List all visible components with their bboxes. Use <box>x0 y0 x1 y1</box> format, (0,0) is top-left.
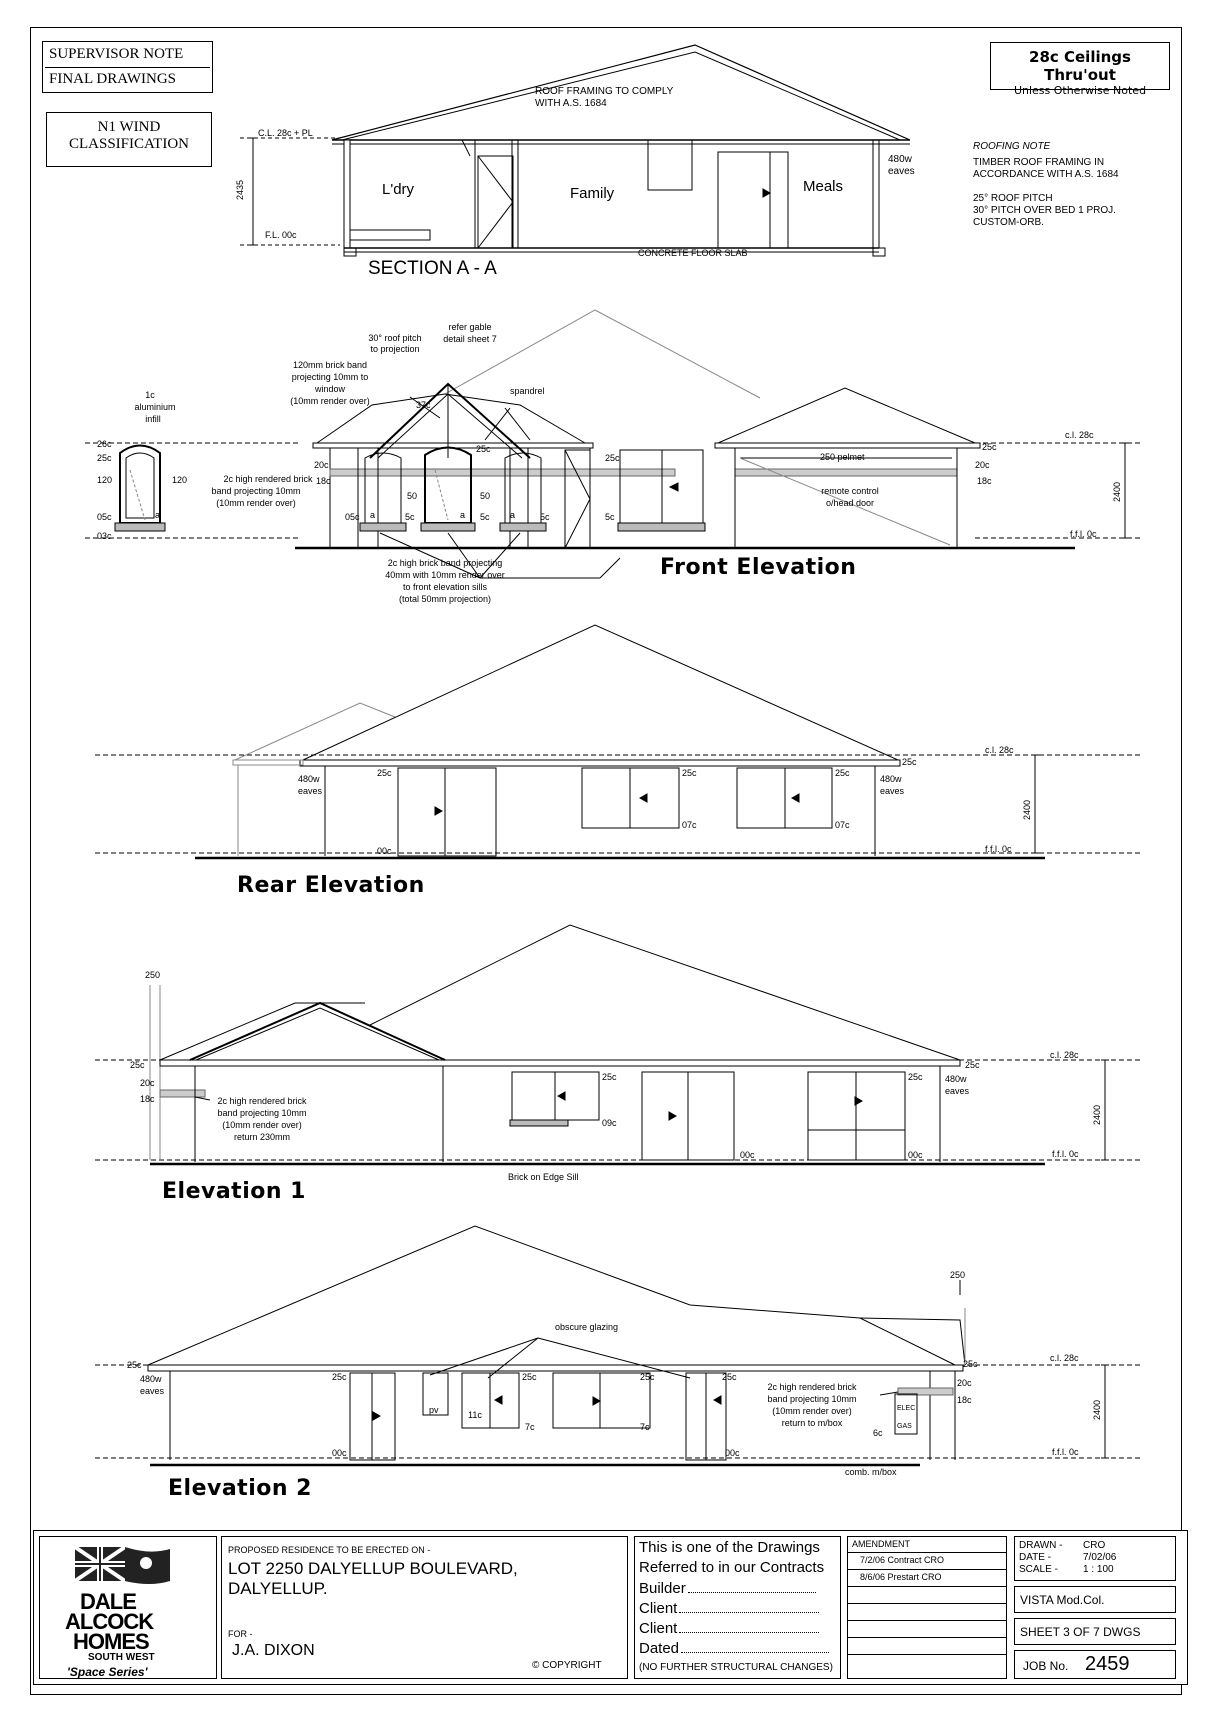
front-misc-18c: 18c <box>316 476 331 486</box>
section-title: SECTION A - A <box>368 258 497 279</box>
wind-line1: N1 WIND <box>97 119 161 135</box>
roofing-note-line-4: 25° ROOF PITCH <box>973 193 1053 204</box>
elevation-2 <box>95 1226 1140 1465</box>
front-misc-25c: 25c <box>476 444 491 454</box>
model-value: VISTA Mod.Col. <box>1020 1593 1105 1607</box>
pitch-note-1: 30° roof pitch <box>368 333 422 343</box>
elev2-label-17: 6c <box>873 1428 883 1438</box>
elev1-band-1: 2c high rendered brick <box>217 1096 307 1106</box>
front-height: 2400 <box>1112 481 1122 502</box>
roofing-note-line-1: TIMBER ROOF FRAMING IN <box>973 157 1105 168</box>
elev2-band-2: band projecting 10mm <box>767 1394 857 1404</box>
elev1-label-2: 20c <box>140 1078 155 1088</box>
job-box <box>1014 1650 1176 1679</box>
roof-framing-note-2: WITH A.S. 1684 <box>535 98 607 109</box>
front-misc-a1: a <box>155 510 161 520</box>
concrete-slab-label: CONCRETE FLOOR SLAB <box>638 248 748 258</box>
front-misc-5c-c: 5c <box>540 512 550 522</box>
job-number: 2459 <box>1085 1653 1130 1675</box>
rear-label-8: 07c <box>835 820 850 830</box>
elev2-label-11: 7c <box>640 1422 650 1432</box>
proposed-label: PROPOSED RESIDENCE TO BE ERECTED ON - <box>228 1545 431 1555</box>
front-misc-a4: a <box>510 510 516 520</box>
room-label-laundry: L'dry <box>382 181 415 198</box>
garage-note-2: o/head door <box>825 498 875 508</box>
wind-line2: CLASSIFICATION <box>68 136 189 152</box>
front-elevation-title: Front Elevation <box>660 555 857 580</box>
amendment-panel <box>847 1536 1007 1679</box>
front-misc-20c: 20c <box>314 460 329 470</box>
band40-note-3: to front elevation sills <box>402 582 488 592</box>
front-level-26c: 26c <box>97 439 112 449</box>
spandrel-label: spandrel <box>510 386 545 396</box>
logo-line-2: ALCOCK <box>65 1609 154 1634</box>
elev2-label-5: 00c <box>332 1448 347 1458</box>
section-eaves-1: 480w <box>888 154 912 165</box>
rear-label-11: eaves <box>880 786 905 796</box>
elev2-label-10: 25c <box>640 1372 655 1382</box>
client-label-1: Client <box>639 1600 678 1617</box>
front-band-note-2: band projecting 10mm <box>211 486 301 496</box>
elev2-label-8: 25c <box>522 1372 537 1382</box>
dated-label: Dated <box>639 1640 680 1657</box>
elev2-meter-elec: ELEC <box>897 1405 916 1412</box>
band40-note-2: 40mm with 10mm render over <box>385 570 505 580</box>
job-label: JOB No. <box>1023 1659 1069 1673</box>
roofing-note-line-2: ACCORDANCE WITH A.S. 1684 <box>973 169 1119 180</box>
section-a-a <box>240 45 910 256</box>
scale-label: SCALE - <box>1019 1564 1058 1575</box>
sheet-value: SHEET 3 OF 7 DWGS <box>1020 1625 1141 1639</box>
roof-framing-note-1: ROOF FRAMING TO COMPLY <box>535 86 674 97</box>
front-misc-05c: 05c <box>345 512 360 522</box>
section-eaves-2: eaves <box>888 166 915 177</box>
gable-note-2: detail sheet 7 <box>443 334 497 344</box>
front-band-note-3: (10mm render over) <box>216 498 296 508</box>
elev2-band-1: 2c high rendered brick <box>767 1382 857 1392</box>
infill-note-3: infill <box>145 414 161 424</box>
front-band-note-1: 2c high rendered brick <box>223 474 313 484</box>
supervisor-note-line1: SUPERVISOR NOTE <box>49 46 184 62</box>
rear-label-5: 25c <box>682 768 697 778</box>
roofing-note-line-6: CUSTOM-ORB. <box>973 217 1044 228</box>
supervisor-note-line2: FINAL DRAWINGS <box>49 71 176 87</box>
contract-line-7: (NO FURTHER STRUCTURAL CHANGES) <box>639 1662 833 1673</box>
rear-elevation <box>95 625 1140 858</box>
logo-line-5: 'Space Series' <box>67 1665 148 1679</box>
front-misc-25c-b: 25c <box>605 453 620 463</box>
elev2-label-16: 18c <box>957 1395 972 1405</box>
elev2-mbox: comb. m/box <box>845 1467 897 1477</box>
builder-label: Builder <box>639 1580 686 1597</box>
scale-value: 1 : 100 <box>1083 1564 1114 1575</box>
elev2-label-12: 25c <box>722 1372 737 1382</box>
ceilings-line2: Unless Otherwise Noted <box>1013 84 1147 97</box>
front-misc-50a: 50 <box>407 491 418 501</box>
garage-note-1: remote control <box>821 486 879 496</box>
elev2-meter-gas: GAS <box>897 1423 912 1430</box>
elev1-label-4: 25c <box>602 1072 617 1082</box>
contract-panel <box>634 1536 841 1679</box>
elev1-cl: c.l. 28c <box>1050 1050 1079 1060</box>
client-name: J.A. DIXON <box>232 1642 315 1659</box>
amendment-row-2: 8/6/06 Prestart CRO <box>860 1572 942 1582</box>
title-block <box>33 1530 1188 1685</box>
model-box <box>1014 1586 1176 1613</box>
client-label-2: Client <box>639 1620 678 1637</box>
rear-label-2: 480w <box>298 774 320 784</box>
amendment-title: AMENDMENT <box>852 1539 910 1549</box>
elev2-band-4: return to m/box <box>781 1418 843 1428</box>
drawn-label: DRAWN - <box>1019 1540 1063 1551</box>
rear-label-10: 480w <box>880 774 902 784</box>
section-cl-label: C.L. 28c + PL <box>258 128 313 138</box>
drawn-value: CRO <box>1083 1540 1106 1551</box>
elev2-label-13: 00c <box>725 1448 740 1458</box>
pitch-note-2: to projection <box>370 344 420 354</box>
elev2-label-2: 480w <box>140 1374 162 1384</box>
front-level-120: 120 <box>97 475 113 485</box>
rear-elevation-title: Rear Elevation <box>237 873 425 898</box>
elev1-height: 2400 <box>1092 1104 1102 1125</box>
rear-cl: c.l. 28c <box>985 745 1014 755</box>
elev1-label-7: 25c <box>908 1072 923 1082</box>
infill-note-1: 1c <box>145 390 155 400</box>
elev2-label-14: 25c <box>963 1359 978 1369</box>
section-fl-label: F.L. 00c <box>265 230 297 240</box>
date-label: DATE - <box>1019 1552 1052 1563</box>
elev2-ffl: f.f.l. 0c <box>1052 1447 1079 1457</box>
copyright: © COPYRIGHT <box>532 1660 602 1671</box>
elev2-label-4: 25c <box>332 1372 347 1382</box>
elev2-dim: 250 <box>950 1270 966 1280</box>
elev2-label-1: 25c <box>127 1360 142 1370</box>
drawn-info <box>1014 1536 1176 1581</box>
front-misc-50b: 50 <box>480 491 491 501</box>
logo-line-3: HOMES <box>73 1629 149 1654</box>
ceilings-line1: 28c Ceilings Thru'out <box>1029 48 1131 84</box>
elev2-label-6: pv <box>429 1405 439 1415</box>
elev2-obscure: obscure glazing <box>555 1322 619 1332</box>
elevation-1-title: Elevation 1 <box>162 1179 306 1204</box>
address-line-1: LOT 2250 DALYELLUP BOULEVARD, <box>228 1559 518 1578</box>
front-cl: c.l. 28c <box>1065 430 1094 440</box>
elev2-band-3: (10mm render over) <box>772 1406 852 1416</box>
elev1-label-10: 480w <box>945 1074 967 1084</box>
rear-height: 2400 <box>1022 799 1032 820</box>
elev1-band-4: return 230mm <box>233 1132 291 1142</box>
logo-line-4: SOUTH WEST <box>88 1652 155 1663</box>
front-misc-5c-d: 5c <box>605 512 615 522</box>
elev2-label-9: 7c <box>525 1422 535 1432</box>
elev1-label-8: 00c <box>908 1150 923 1160</box>
elev1-band-3: (10mm render over) <box>222 1120 302 1130</box>
company-logo <box>39 1536 217 1679</box>
elev1-sill: Brick on Edge Sill <box>508 1172 579 1182</box>
contract-line-2: Referred to in our Contracts <box>639 1559 825 1576</box>
elev1-label-1: 25c <box>130 1060 145 1070</box>
elev2-cl: c.l. 28c <box>1050 1353 1079 1363</box>
front-level-25c: 25c <box>97 453 112 463</box>
gable-note-1: refer gable <box>448 322 492 332</box>
elev2-height: 2400 <box>1092 1399 1102 1420</box>
elev2-label-15: 20c <box>957 1378 972 1388</box>
rear-label-3: eaves <box>298 786 323 796</box>
rear-label-6: 07c <box>682 820 697 830</box>
address-line-2: DALYELLUP. <box>228 1579 328 1598</box>
elev1-label-5: 09c <box>602 1118 617 1128</box>
front-level-05c: 05c <box>97 512 112 522</box>
date-value: 7/02/06 <box>1083 1552 1117 1563</box>
band120-note-4: (10mm render over) <box>290 396 370 406</box>
section-height-label: 2435 <box>235 179 245 200</box>
roofing-note-title: ROOFING NOTE <box>973 141 1051 152</box>
roofing-note-line-5: 30° PITCH OVER BED 1 PROJ. <box>973 205 1116 216</box>
elev1-label-3: 18c <box>140 1094 155 1104</box>
front-misc-a2: a <box>370 510 376 520</box>
band120-note-3: window <box>314 384 346 394</box>
infill-note-2: aluminium <box>134 402 176 412</box>
band120-note-2: projecting 10mm to <box>291 372 369 382</box>
rear-label-9: 25c <box>902 757 917 767</box>
front-right-25c: 25c <box>982 442 997 452</box>
rear-ffl: f.f.l. 0c <box>985 844 1012 854</box>
front-misc-5c-b: 5c <box>480 512 490 522</box>
elev1-label-6: 00c <box>740 1150 755 1160</box>
rear-label-7: 25c <box>835 768 850 778</box>
band40-note-1: 2c high brick band projecting <box>387 558 503 568</box>
band40-note-4: (total 50mm projection) <box>398 594 492 604</box>
amendment-row-1: 7/2/06 Contract CRO <box>860 1555 945 1565</box>
front-ffl: f.f.l. 0c <box>1070 529 1097 539</box>
flag-icon <box>40 1541 216 1591</box>
front-misc-120: 120 <box>172 475 188 485</box>
logo-line-1: DALE <box>80 1589 136 1614</box>
front-misc-37c: 37c <box>416 400 431 410</box>
front-level-03c: 03c <box>97 531 112 541</box>
contract-line-1: This is one of the Drawings <box>639 1539 820 1556</box>
elev2-label-3: eaves <box>140 1386 165 1396</box>
elev1-band-2: band projecting 10mm <box>217 1108 307 1118</box>
elev1-label-11: eaves <box>945 1086 970 1096</box>
front-right-20c: 20c <box>975 460 990 470</box>
pelmet-label: 250 pelmet <box>820 452 865 462</box>
elev1-dim: 250 <box>145 970 161 980</box>
sheet-box <box>1014 1618 1176 1645</box>
room-label-meals: Meals <box>803 178 844 195</box>
elev1-label-9: 25c <box>965 1060 980 1070</box>
room-label-family: Family <box>570 185 615 202</box>
for-label: FOR - <box>228 1629 253 1639</box>
elevation-2-title: Elevation 2 <box>168 1476 312 1501</box>
rear-label-1: 25c <box>377 768 392 778</box>
front-misc-5c-a: 5c <box>405 512 415 522</box>
front-right-18c: 18c <box>977 476 992 486</box>
rear-label-4: 00c <box>377 846 392 856</box>
front-misc-a3: a <box>460 510 466 520</box>
band120-note-1: 120mm brick band <box>292 360 368 370</box>
elev1-ffl: f.f.l. 0c <box>1052 1149 1079 1159</box>
address-panel <box>221 1536 628 1679</box>
elev2-label-7: 11c <box>468 1410 482 1420</box>
